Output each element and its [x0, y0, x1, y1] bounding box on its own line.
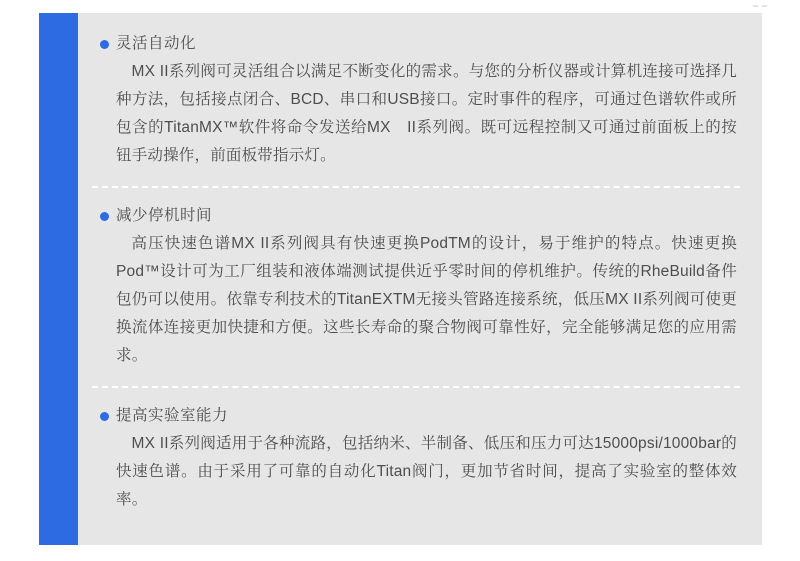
corner-dash-artifact	[753, 5, 767, 7]
section-header	[116, 202, 737, 230]
section-body: 高压快速色谱MX II系列阀具有快速更换PodTM的设计，易于维护的特点。快速更换Pod™设计可为工厂组装和液体端测试提供近乎零时间的停机维护。传统的RheBuild备件包仍可以使用。依靠专利技术的TitanEXTM无接头管路连接系统，低压MX II系列阀可使更换流体连接更加快捷和方便。这些长寿命的聚合物阀可靠性好，完全能够满足您的应用需求。	[116, 235, 737, 364]
content-card	[78, 13, 762, 545]
blue-accent-bar	[39, 13, 78, 545]
bullet-icon	[100, 412, 109, 421]
section-title: 灵活自动化	[116, 35, 197, 52]
section-reduce-downtime	[116, 202, 737, 370]
section-body: MX II系列阀适用于各种流路，包括纳米、半制备、低压和压力可达15000psi/1000bar的快速色谱。由于采用了可靠的自动化Titan阀门，更加节省时间，提高了实验室的整体效率。	[116, 435, 737, 508]
bullet-icon	[100, 40, 109, 49]
dashed-separator	[92, 386, 740, 388]
section-title: 提高实验室能力	[116, 407, 229, 424]
section-title: 减少停机时间	[116, 207, 213, 224]
section-header	[116, 402, 737, 430]
dashed-separator	[92, 186, 740, 188]
section-flexible-automation	[116, 30, 737, 170]
bullet-icon	[100, 212, 109, 221]
section-header	[116, 30, 737, 58]
section-body: MX II系列阀可灵活组合以满足不断变化的需求。与您的分析仪器或计算机连接可选择几种方法，包括接点闭合、BCD、串口和USB接口。定时事件的程序，可通过色谱软件或所包含的TitanMX™软件将命令发送给MX II系列阀。既可远程控制又可通过前面板上的按钮手动操作，前面板带指示灯。	[116, 63, 737, 164]
section-improve-lab-capability	[116, 402, 737, 514]
